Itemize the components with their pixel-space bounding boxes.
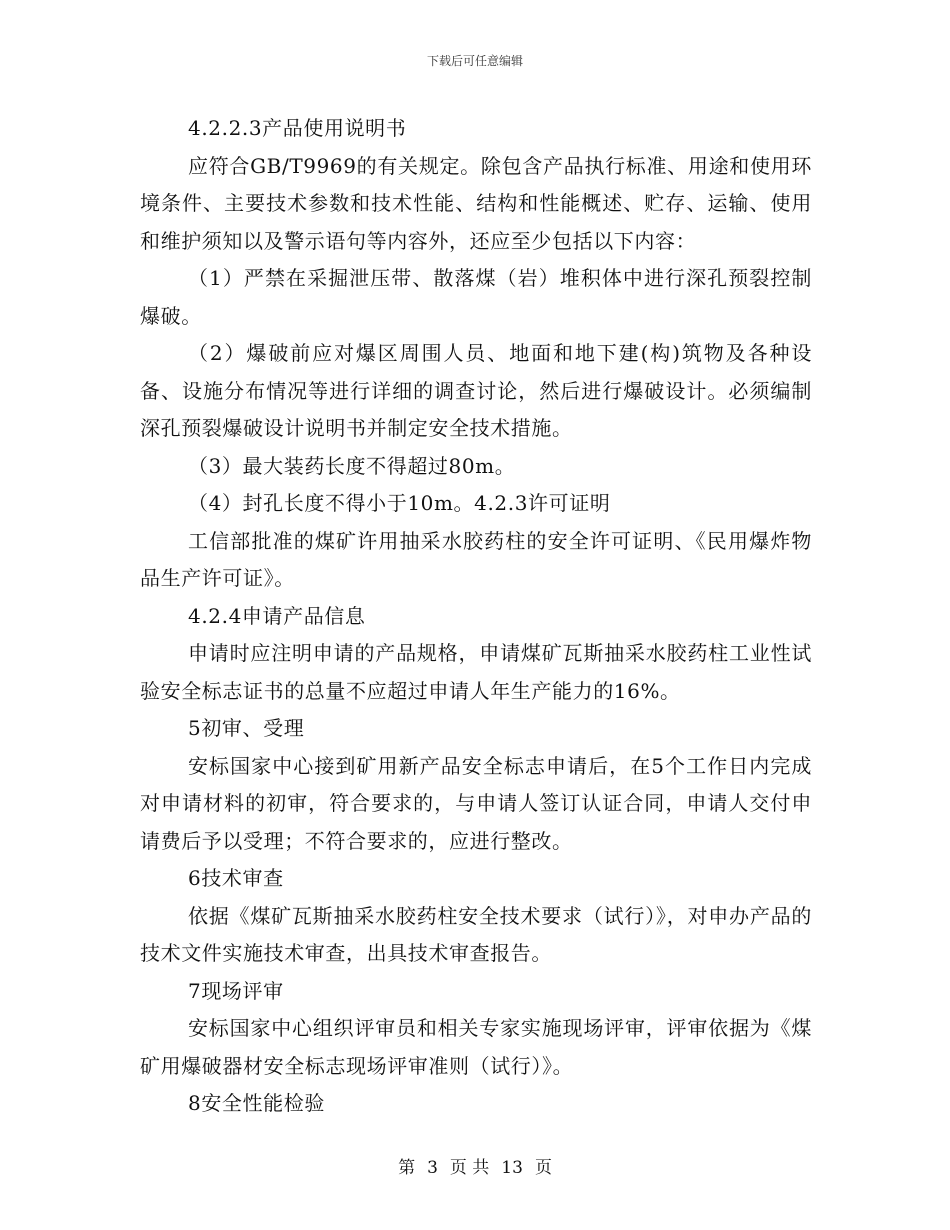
body-paragraph: 安标国家中心组织评审员和相关专家实施现场评审，评审依据为《煤矿用爆破器材安全标志现场评审准则（试行）》。 xyxy=(140,1016,812,1078)
footer-prefix: 第 xyxy=(398,1158,416,1178)
section-heading: 4.2.2.3产品使用说明书 xyxy=(188,116,407,140)
total-pages-number: 13 xyxy=(501,1158,523,1178)
page-number-footer xyxy=(0,1153,950,1178)
list-item: （2）爆破前应对爆区周围人员、地面和地下建(构)筑物及各种设备、设施分布情况等进行详细的调查讨论，然后进行爆破设计。必须编制深孔预裂爆破设计说明书并制定安全技术措施。 xyxy=(140,341,812,440)
body-paragraph: 工信部批准的煤矿许用抽采水胶药柱的安全许可证明、《民用爆炸物品生产许可证》。 xyxy=(140,528,812,590)
body-paragraph: 依据《煤矿瓦斯抽采水胶药柱安全技术要求（试行）》，对申办产品的技术文件实施技术审查，出具技术审查报告。 xyxy=(140,903,812,965)
section-heading: 7现场评审 xyxy=(188,978,284,1003)
list-item: （1）严禁在采掘泄压带、散落煤（岩）堆积体中进行深孔预裂控制爆破。 xyxy=(140,266,812,328)
section-heading: 6技术审查 xyxy=(188,866,284,890)
body-paragraph: 应符合GB/T9969的有关规定。除包含产品执行标准、用途和使用环境条件、主要技术参数和技术性能、结构和性能概述、贮存、运输、使用和维护须知以及警示语句等内容外，还应至少包括以下内容： xyxy=(140,153,812,253)
header-note: 下载后可任意编辑 xyxy=(426,54,523,68)
body-paragraph: 安标国家中心接到矿用新产品安全标志申请后，在5个工作日内完成对申请材料的初审，符合要求的，与申请人签订认证合同，申请人交付申请费后予以受理；不符合要求的，应进行整改。 xyxy=(140,753,812,853)
current-page-number: 3 xyxy=(427,1158,438,1178)
footer-suffix: 页 xyxy=(534,1158,552,1178)
list-item: （4）封孔长度不得小于10m。4.2.3许可证明 xyxy=(188,491,611,515)
section-heading: 5初审、受理 xyxy=(188,716,305,740)
section-heading: 8安全性能检验 xyxy=(188,1091,325,1115)
footer-middle: 页 共 xyxy=(449,1158,490,1178)
list-item: （3）最大装药长度不得超过80m。 xyxy=(188,453,516,478)
document-body xyxy=(140,110,812,1123)
section-heading: 4.2.4申请产品信息 xyxy=(188,603,366,628)
body-paragraph: 申请时应注明申请的产品规格，申请煤矿瓦斯抽采水胶药柱工业性试验安全标志证书的总量不应超过申请人年生产能力的16%。 xyxy=(140,641,812,703)
